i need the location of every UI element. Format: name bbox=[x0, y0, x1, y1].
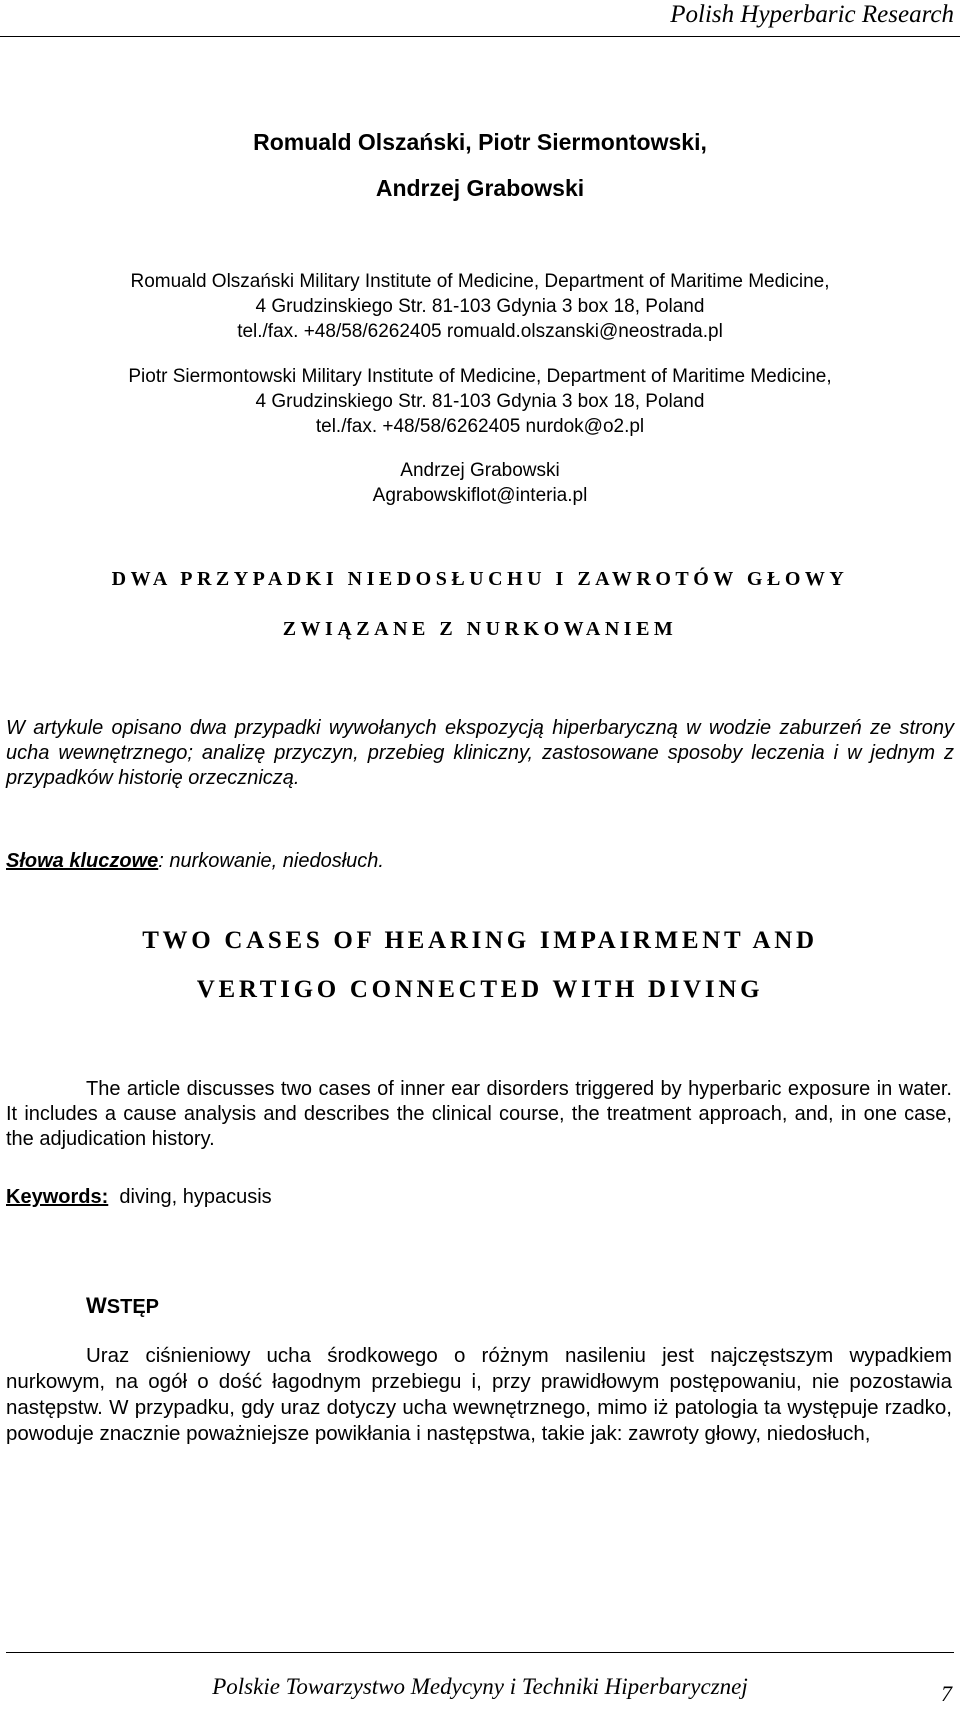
affiliation-line: Piotr Siermontowski Military Institute of Medicine, Department of Maritime Medicine, bbox=[128, 366, 832, 387]
title-polish-line-2: ZWIĄZANE Z NURKOWANIEM bbox=[282, 618, 678, 640]
affiliation-line: tel./fax. +48/58/6262405 romuald.olszanski@neostrada.pl bbox=[237, 321, 723, 342]
authors-line-1: Romuald Olszański, Piotr Siermontowski, bbox=[253, 129, 707, 155]
title-polish-line-1: DWA PRZYPADKI NIEDOSŁUCHU I ZAWROTÓW GŁOWY bbox=[111, 568, 849, 590]
introduction-paragraph: Uraz ciśnieniowy ucha środkowego o różnym nasileniu jest najczęstszym wypadkiem nurkowym, na ogół o dość łagodnym przebiegu i, przy prawidłowym postępowaniu, nie pozostawia następstw. W przypadku, gdy uraz dotyczy ucha wewnętrznego, mimo iż patologia ta występuje rzadko, powoduje znacznie poważniejsze powikłania i następstwa, takie jak: zawroty głowy, niedosłuch, bbox=[6, 1344, 952, 1445]
header-rule bbox=[0, 36, 960, 37]
abstract-polish: W artykule opisano dwa przypadki wywołanych ekspozycją hiperbaryczną w wodzie zaburzeń ze strony ucha wewnętrznego; analizę przyczyn, przebieg kliniczny, zastosowane sposoby leczenia i w jednym z przypadków historię orzeczniczą. bbox=[6, 717, 954, 789]
affiliation-line: Romuald Olszański Military Institute of Medicine, Department of Maritime Medicine, bbox=[130, 271, 830, 292]
keywords-polish-label: Słowa kluczowe bbox=[6, 850, 159, 872]
affiliation-grabowski bbox=[0, 458, 960, 508]
affiliation-olszanski bbox=[0, 269, 960, 344]
keywords-english-value: diving, hypacusis bbox=[119, 1186, 272, 1208]
affiliation-line: tel./fax. +48/58/6262405 nurdok@o2.pl bbox=[315, 416, 645, 437]
authors-line-2: Andrzej Grabowski bbox=[375, 175, 585, 201]
affiliation-line: Andrzej Grabowski bbox=[400, 460, 560, 481]
keywords-polish bbox=[6, 849, 384, 874]
section-heading-rest: STĘP bbox=[106, 1296, 160, 1318]
keywords-english-label: Keywords: bbox=[6, 1186, 109, 1208]
running-header: Polish Hyperbaric Research bbox=[670, 1, 954, 28]
affiliation-siermontowski bbox=[0, 364, 960, 439]
title-english-line-2: VERTIGO CONNECTED WITH DIVING bbox=[196, 976, 764, 1003]
abstract-english: The article discusses two cases of inner ear disorders triggered by hyperbaric exposure in water. It includes a cause analysis and describes the clinical course, the treatment approach, and, in one case, the adjudication history. bbox=[6, 1078, 952, 1150]
section-heading-initial: W bbox=[86, 1293, 107, 1318]
footer-rule bbox=[6, 1652, 954, 1653]
keywords-polish-value: : nurkowanie, niedosłuch. bbox=[158, 850, 384, 872]
affiliation-line: 4 Grudzinskiego Str. 81-103 Gdynia 3 box 18, Poland bbox=[255, 391, 705, 412]
footer-journal-name: Polskie Towarzystwo Medycyny i Techniki Hiperbarycznej bbox=[212, 1674, 748, 1699]
keywords-english bbox=[6, 1185, 272, 1210]
affiliation-line: Agrabowskiflot@interia.pl bbox=[372, 485, 588, 506]
page-number: 7 bbox=[941, 1681, 952, 1706]
affiliation-line: 4 Grudzinskiego Str. 81-103 Gdynia 3 box 18, Poland bbox=[255, 296, 705, 317]
section-heading-introduction bbox=[86, 1293, 159, 1320]
title-english-line-1: TWO CASES OF HEARING IMPAIRMENT AND bbox=[142, 927, 818, 954]
